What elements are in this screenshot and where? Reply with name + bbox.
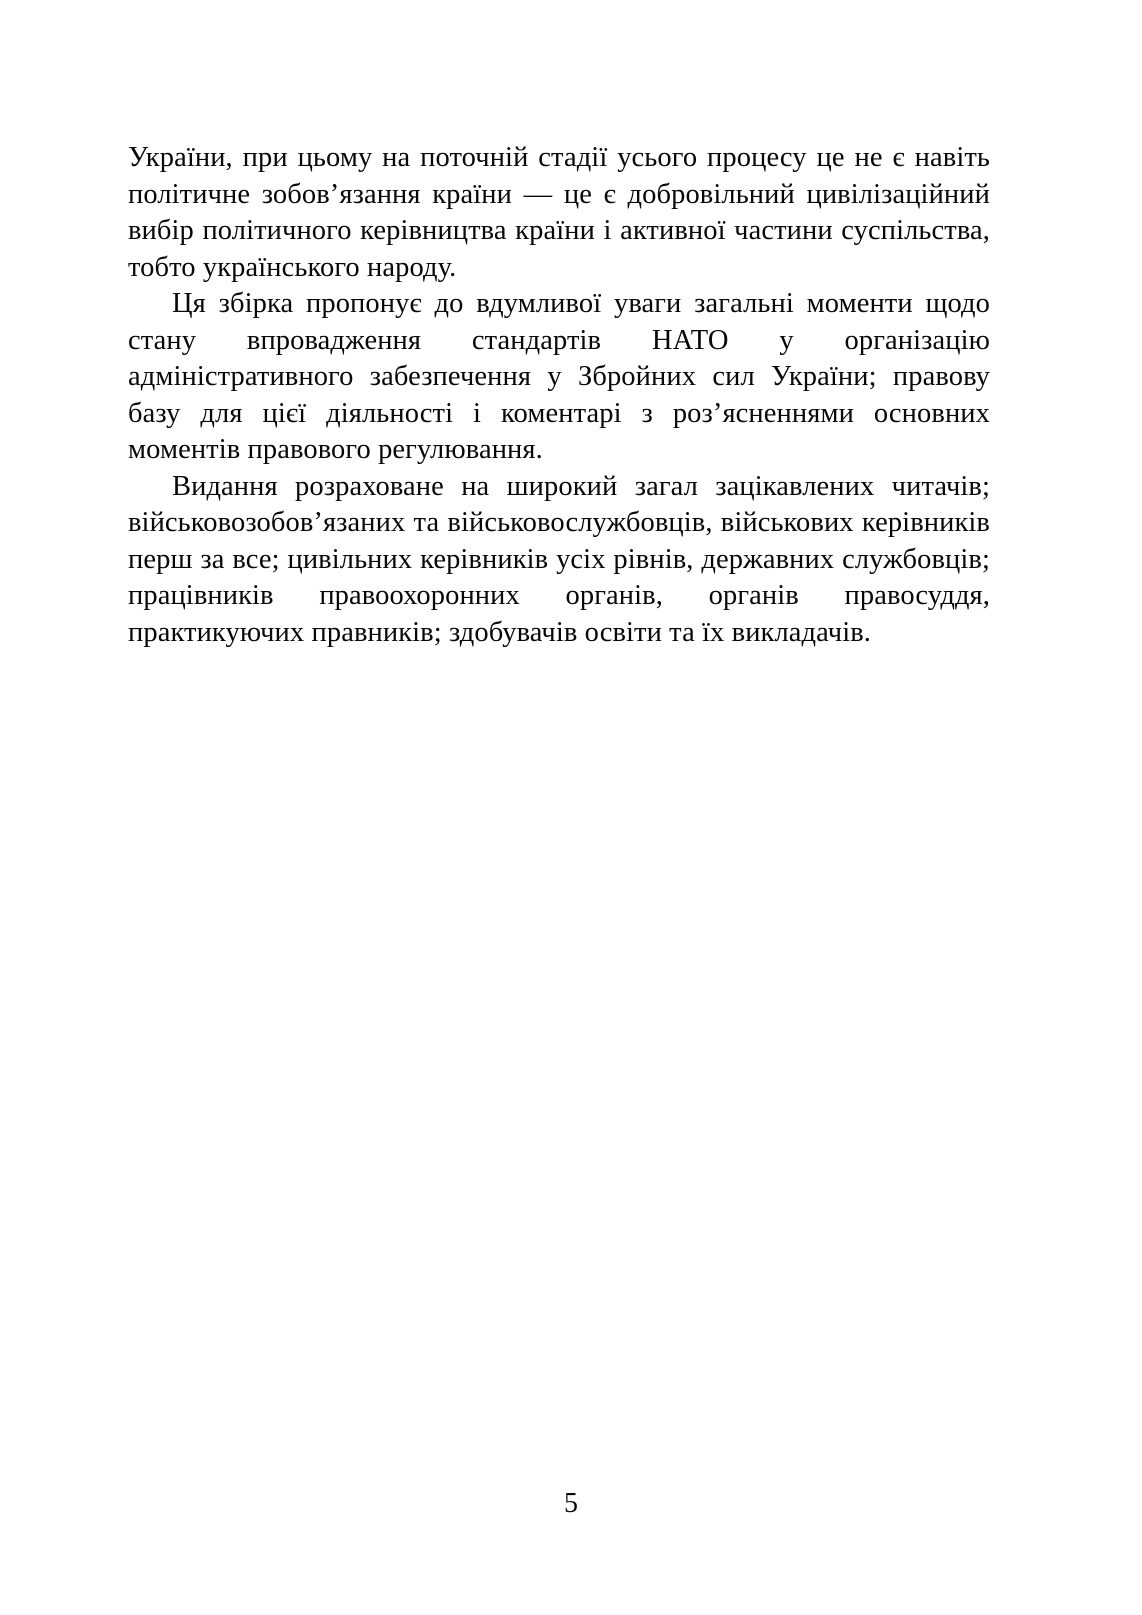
body-paragraph-collection-scope: Ця збірка пропонує до вдумливої уваги загальні моменти щодо стану впровадження стандартів НАТО у організацію адміністративного забезпечення у Збройних сил України; правову базу для цієї діяльності і коментарі з роз’ясненнями основних моментів правового регулювання. — [128, 288, 990, 465]
page-number: 5 — [564, 1488, 578, 1519]
body-paragraph-audience: Видання розраховане на широкий загал зацікавлених читачів; військовозобов’язаних та військовослужбовців, військових керівників перш за все; цивільних керівників усіх рівнів, державних службовців; працівників правоохоронних органів, органів правосуддя, практикуючих правників; здобувачів освіти та їх викладачів. — [128, 470, 990, 648]
body-paragraph-continued: України, при цьому на поточній стадії усього процесу це не є навіть політичне зобов’язання країни — це є добровільний цивілізаційний вибір політичного керівництва країни і активної частини суспільства, тобто українського народу. — [128, 142, 990, 283]
page-body-text — [128, 140, 990, 651]
